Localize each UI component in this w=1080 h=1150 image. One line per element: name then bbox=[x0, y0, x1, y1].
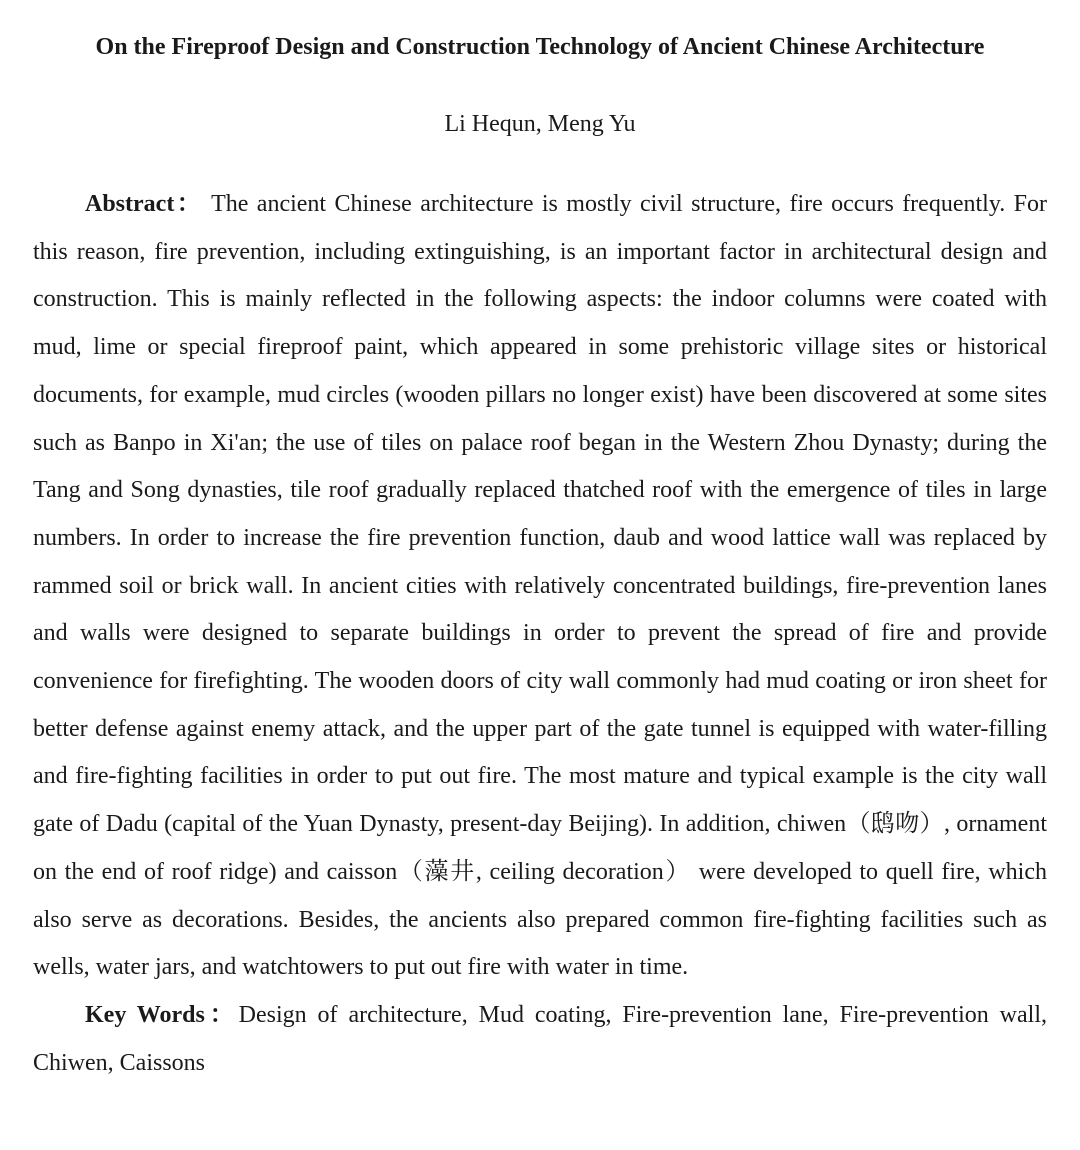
abstract-label: Abstract： bbox=[85, 191, 204, 217]
paper-title: On the Fireproof Design and Construction Technology of Ancient Chinese Architecture bbox=[95, 34, 985, 60]
keywords-label: Key Words： bbox=[85, 1001, 239, 1028]
keywords-text: Design of architecture, Mud coating, Fire-prevention lane, Fire-prevention wall, Chiwen, Caissons bbox=[33, 1001, 1048, 1076]
paper-authors: Li Hequn, Meng Yu bbox=[444, 111, 636, 137]
abstract-text: The ancient Chinese architecture is mostly civil structure, fire occurs frequently. For this reason, fire prevention, including extinguishing, is an important factor in architectural design and construction. This is mainly reflected in the following aspects: the indoor columns were coated with mud, lime or special fireproof paint, which appeared in some prehistoric village sites or historical documents, for example, mud circles (wooden pillars no longer exist) have been discovered at some sites such as Banpo in Xi'an; the use of tiles on palace roof began in the Western Zhou Dynasty; during the Tang and Song dynasties, tile roof gradually replaced thatched roof with the emergence of tiles in large numbers. In order to increase the fire prevention function, daub and wood lattice wall was replaced by rammed soil or brick wall. In ancient cities with relatively concentrated buildings, fire-prevention lanes and walls were designed to separate buildings in order to prevent the spread of fire and provide convenience for firefighting. The wooden doors of city wall commonly had mud coating or iron sheet for better defense against enemy attack, and the upper part of the gate tunnel is equipped with water-filling and fire-fighting facilities in order to put out fire. The most mature and typical example is the city wall gate of Dadu (capital of the Yuan Dynasty, present-day Beijing). In addition, chiwen（鸱吻）, ornament on the end of roof ridge) and caisson（藻井, ceiling decoration） were developed to quell fire, which also serve as decorations. Besides, the ancients also prepared common fire-fighting facilities such as wells, water jars, and watchtowers to put out fire with water in time. bbox=[33, 191, 1047, 981]
keywords-paragraph bbox=[33, 992, 1047, 1087]
abstract-paragraph bbox=[33, 181, 1047, 992]
